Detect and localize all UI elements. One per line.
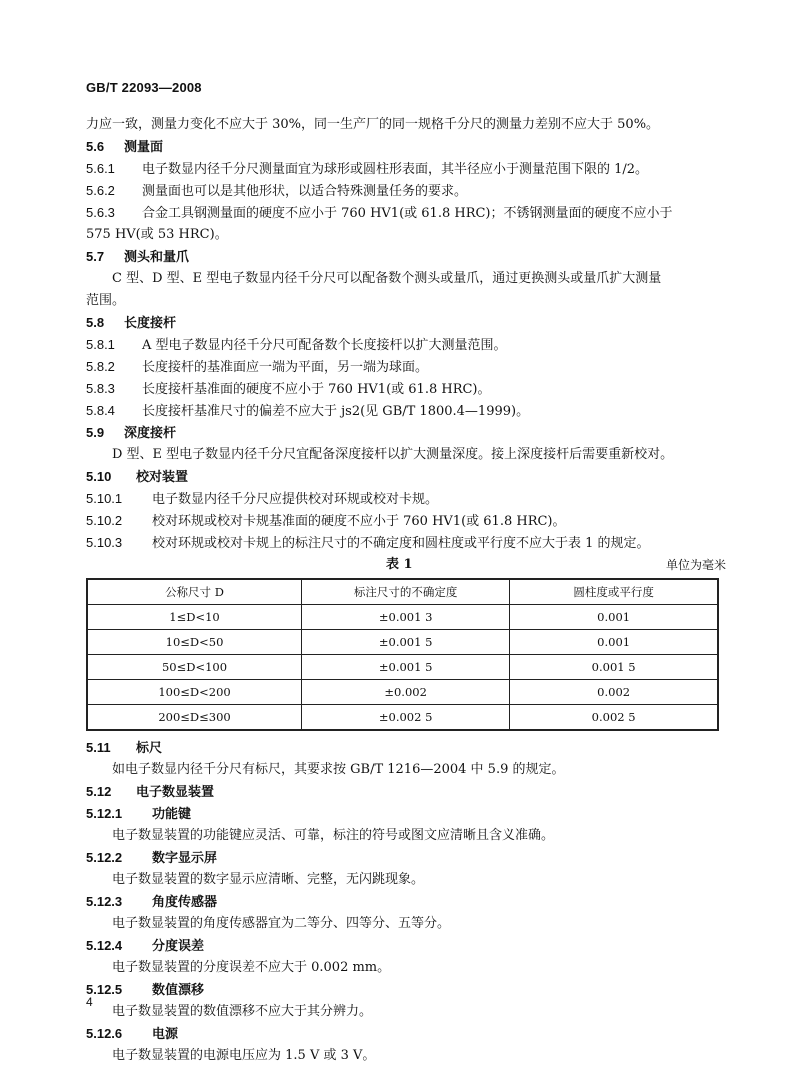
paragraph-line: C 型、D 型、E 型电子数显内径千分尺可以配备数个测头或量爪，通过更换测头或量爪扩大测量	[112, 271, 662, 286]
paragraph-line: D 型、E 型电子数显内径千分尺宜配备深度接杆以扩大测量深度。接上深度接杆后需要重新校对。	[112, 447, 674, 462]
section-heading	[86, 935, 726, 957]
section-heading	[86, 979, 726, 1001]
table-header-row	[87, 579, 718, 605]
table-caption-row	[86, 554, 726, 576]
clause-line	[86, 180, 726, 202]
section-title: 分度误差	[152, 939, 205, 954]
table-unit-note: 单位为毫米	[665, 558, 726, 572]
clause-number: 5.10.1	[86, 491, 123, 506]
cell-uncertainty: ±0.001 5	[302, 655, 510, 680]
paragraph-line: 575 HV(或 53 HRC)。	[86, 227, 228, 242]
paragraph-line: 电子数显装置的角度传感器宜为二等分、四等分、五等分。	[112, 916, 451, 931]
section-title: 角度传感器	[152, 895, 218, 910]
clause-line	[86, 488, 726, 510]
clause-number: 5.10.2	[86, 513, 123, 528]
table-row	[87, 630, 718, 655]
clause-number: 5.6.1	[86, 161, 115, 176]
column-header-nominal-size: 公称尺寸 D	[87, 579, 302, 605]
section-heading	[86, 136, 726, 158]
clause-text: 电子数显内径千分尺应提供校对环规或校对卡规。	[152, 492, 439, 507]
section-heading	[86, 246, 726, 268]
cell-uncertainty: ±0.002 5	[302, 705, 510, 731]
cell-cylindricity: 0.002	[510, 680, 718, 705]
clause-text: 长度接杆基准面的硬度不应小于 760 HV1(或 61.8 HRC)。	[142, 382, 491, 397]
clause-number: 5.10.3	[86, 535, 123, 550]
clause-number: 5.6	[86, 139, 105, 154]
clause-number: 5.6.3	[86, 205, 115, 220]
clause-line	[86, 356, 726, 378]
paragraph-line: 电子数显装置的数字显示应清晰、完整，无闪跳现象。	[112, 872, 425, 887]
clause-number: 5.7	[86, 249, 105, 264]
table-1	[86, 578, 719, 731]
cell-nominal-size: 1≤D<10	[87, 605, 302, 630]
clauses-after-table	[86, 737, 726, 1067]
clause-line	[86, 400, 726, 422]
paragraph-line: 电子数显装置的电源电压应为 1.5 V 或 3 V。	[112, 1048, 376, 1063]
clause-number: 5.10	[86, 469, 112, 484]
clause-text: 合金工具钢测量面的硬度不应小于 760 HV1(或 61.8 HRC)；不锈钢测量面的硬度不应小于	[142, 206, 673, 221]
clause-number: 5.11	[86, 740, 111, 755]
section-title: 测量面	[124, 140, 164, 155]
paragraph-line: 力应一致，测量力变化不应大于 30%，同一生产厂的同一规格千分尺的测量力差别不应大于 50%。	[86, 117, 660, 132]
clause-line	[86, 202, 726, 224]
clause-text: A 型电子数显内径千分尺可配备数个长度接杆以扩大测量范围。	[142, 338, 507, 353]
paragraph-line: 范围。	[86, 293, 126, 308]
column-header-cylindricity: 圆柱度或平行度	[510, 579, 718, 605]
table-row	[87, 680, 718, 705]
clause-text: 长度接杆的基准面应一端为平面，另一端为球面。	[142, 360, 429, 375]
clause-text: 校对环规或校对卡规上的标注尺寸的不确定度和圆柱度或平行度不应大于表 1 的规定。	[152, 536, 650, 551]
clause-number: 5.8.1	[86, 337, 115, 352]
cell-cylindricity: 0.001 5	[510, 655, 718, 680]
section-title: 校对装置	[136, 470, 189, 485]
section-title: 长度接杆	[124, 316, 177, 331]
document-body	[86, 114, 726, 1067]
clause-number: 5.8.2	[86, 359, 115, 374]
clause-number: 5.12.5	[86, 982, 123, 997]
clause-number: 5.8.4	[86, 403, 115, 418]
clause-line	[86, 378, 726, 400]
clause-text: 长度接杆基准尺寸的偏差不应大于 js2(见 GB/T 1800.4—1999)。	[142, 404, 530, 419]
cell-nominal-size: 50≤D<100	[87, 655, 302, 680]
clause-number: 5.12	[86, 784, 112, 799]
cell-uncertainty: ±0.001 3	[302, 605, 510, 630]
paragraph-line: 电子数显装置的数值漂移不应大于其分辨力。	[112, 1004, 373, 1019]
section-heading	[86, 466, 726, 488]
cell-uncertainty: ±0.002	[302, 680, 510, 705]
clauses-before-table	[86, 114, 726, 554]
section-heading	[86, 781, 726, 803]
section-heading	[86, 422, 726, 444]
cell-nominal-size: 200≤D≤300	[87, 705, 302, 731]
clause-line	[86, 334, 726, 356]
table-caption: 表 1	[386, 557, 413, 572]
clause-text: 校对环规或校对卡规基准面的硬度不应小于 760 HV1(或 61.8 HRC)。	[152, 514, 566, 529]
paragraph-line: 如电子数显内径千分尺有标尺，其要求按 GB/T 1216—2004 中 5.9 的规定。	[112, 762, 565, 777]
section-title: 数值漂移	[152, 983, 205, 998]
section-title: 功能键	[152, 807, 192, 822]
table-row	[87, 605, 718, 630]
clause-number: 5.12.4	[86, 938, 123, 953]
section-title: 测头和量爪	[124, 250, 190, 265]
section-title: 深度接杆	[124, 426, 177, 441]
clause-number: 5.12.3	[86, 894, 123, 909]
section-heading	[86, 312, 726, 334]
clause-number: 5.6.2	[86, 183, 115, 198]
cell-cylindricity: 0.002 5	[510, 705, 718, 731]
cell-cylindricity: 0.001	[510, 630, 718, 655]
section-heading	[86, 891, 726, 913]
standard-number-header: GB/T 22093—2008	[86, 80, 202, 95]
clause-number: 5.12.6	[86, 1026, 123, 1041]
section-title: 电子数显装置	[136, 785, 215, 800]
clause-line	[86, 510, 726, 532]
clause-line	[86, 532, 726, 554]
section-title: 标尺	[136, 741, 163, 756]
cell-uncertainty: ±0.001 5	[302, 630, 510, 655]
clause-number: 5.8	[86, 315, 105, 330]
paragraph-line: 电子数显装置的分度误差不应大于 0.002 mm。	[112, 960, 391, 975]
cell-nominal-size: 100≤D<200	[87, 680, 302, 705]
section-heading	[86, 803, 726, 825]
clause-line	[86, 158, 726, 180]
cell-cylindricity: 0.001	[510, 605, 718, 630]
section-heading	[86, 847, 726, 869]
column-header-uncertainty: 标注尺寸的不确定度	[302, 579, 510, 605]
clause-text: 测量面也可以是其他形状，以适合特殊测量任务的要求。	[142, 184, 468, 199]
clause-number: 5.9	[86, 425, 105, 440]
clause-number: 5.12.2	[86, 850, 123, 865]
cell-nominal-size: 10≤D<50	[87, 630, 302, 655]
clause-text: 电子数显内径千分尺测量面宜为球形或圆柱形表面，其半径应小于测量范围下限的 1/2。	[142, 162, 649, 177]
section-heading	[86, 737, 726, 759]
clause-number: 5.12.1	[86, 806, 123, 821]
clause-number: 5.8.3	[86, 381, 115, 396]
table-row	[87, 705, 718, 731]
page-number: 4	[86, 995, 93, 1009]
section-title: 电源	[152, 1027, 179, 1042]
section-heading	[86, 1023, 726, 1045]
section-title: 数字显示屏	[152, 851, 218, 866]
table-row	[87, 655, 718, 680]
paragraph-line: 电子数显装置的功能键应灵活、可靠，标注的符号或图文应清晰且含义准确。	[112, 828, 555, 843]
